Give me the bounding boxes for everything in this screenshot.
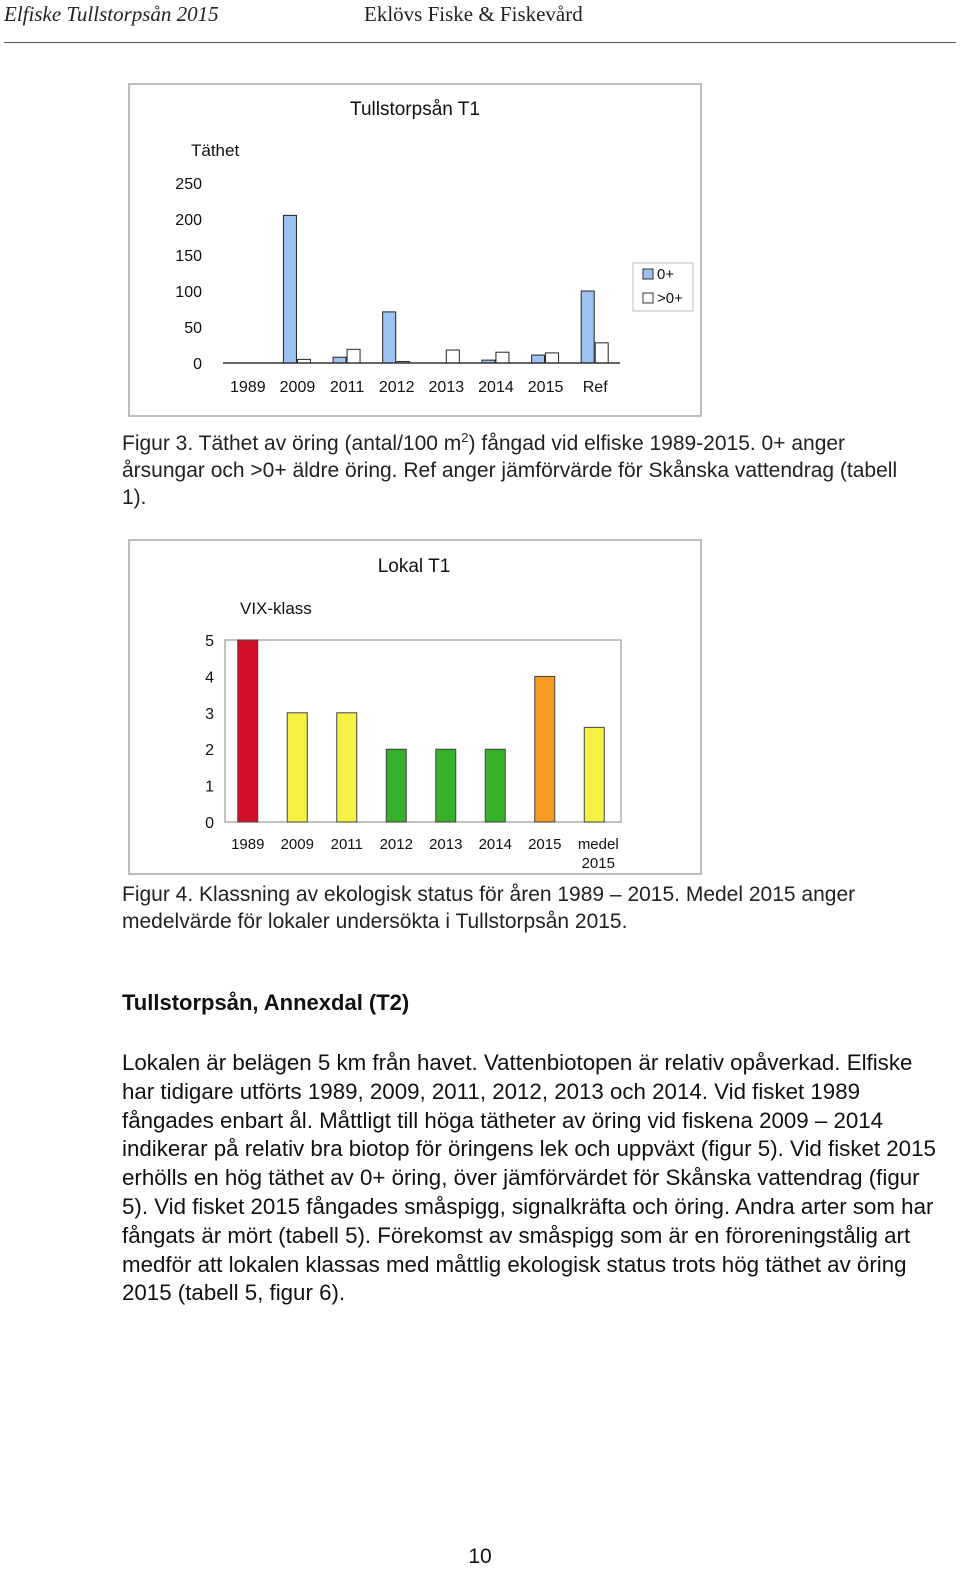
x-tick-label: 2012: [379, 836, 413, 853]
bar-older-2015: [546, 353, 559, 363]
vix-bar-medel-2015: [584, 727, 604, 822]
bar-older-2014: [496, 352, 509, 363]
vix-bar-1989: [238, 640, 258, 822]
figure3-chart: [128, 83, 702, 417]
figure4-chart: [128, 539, 702, 875]
bar-0plus-2011: [333, 357, 346, 363]
x-tick-label: 2011: [330, 836, 363, 853]
y-tick-label: 150: [175, 248, 202, 265]
x-tick-label: 1989: [231, 836, 265, 853]
y-tick-label: 250: [175, 176, 202, 193]
y-axis-label: Täthet: [191, 141, 240, 160]
x-tick-label: 2013: [429, 836, 463, 853]
y-tick-label: 0: [193, 356, 202, 373]
bar-0plus-2009: [283, 215, 296, 363]
section-paragraph: Lokalen är belägen 5 km från havet. Vattenbiotopen är relativ opåverkad. Elfiske har tidigare utförts 1989, 2009, 2011, 2012, 2013 och 2014. Vid fisket 1989 fångades enbart ål. Måttligt till höga tätheter av öring vid fiskena 2009 – 2014 indikerar på relativ bra biotop för öringens lek och uppväxt (figur 5). Vid fisket 2015 erhölls en hög täthet av 0+ öring, över jämförvärdet för Skånska vattendrag (figur 5). Vid fisket 2015 fångades småspigg, signalkräfta och öring. Andra arter som har fångats är mört (tabell 5). Förekomst av småspigg som är en föroreningstålig art medför att lokalen klassas med måttlig ekologisk status trots hög täthet av öring 2015 (tabell 5, figur 6).: [122, 1050, 936, 1306]
y-tick-label: 0: [205, 815, 214, 832]
y-tick-label: 50: [184, 320, 202, 337]
plot-area: [225, 640, 621, 822]
bar-0plus-Ref: [581, 291, 594, 363]
vix-bar-2011: [337, 713, 357, 822]
bar-older-2011: [347, 349, 360, 363]
y-tick-label: 3: [205, 705, 214, 723]
header-right-title: Eklövs Fiske & Fiskevård: [364, 2, 583, 26]
x-tick-label: Ref: [582, 379, 608, 396]
x-tick-label: 2013: [428, 379, 465, 396]
legend-label-older: >0+: [657, 290, 683, 307]
x-tick-label: 2015: [527, 379, 564, 396]
x-tick-label: 2014: [478, 836, 512, 853]
y-tick-label: 100: [175, 284, 202, 301]
figure3-caption-part2: ) fångad vid elfiske 1989-2015. 0+ anger årsungar och >0+ äldre öring. Ref anger jämförvärde för Skånska vattendrag (tabell 1).: [122, 432, 898, 509]
x-tick-label: 2015: [528, 836, 562, 853]
vix-bar-2012: [386, 749, 406, 822]
figure3-caption-sup: 2: [461, 430, 469, 445]
y-tick-label: 1: [205, 778, 214, 796]
vix-bar-2009: [287, 713, 307, 822]
bar-0plus-2015: [532, 355, 545, 363]
vix-bar-2013: [436, 749, 456, 822]
page-number: 10: [468, 1545, 492, 1568]
y-tick-label: 5: [205, 633, 214, 650]
x-tick-label: 2009: [279, 379, 316, 396]
page-header: [0, 0, 960, 46]
x-tick-label: 2014: [478, 379, 514, 396]
vix-bar-2015: [535, 676, 555, 822]
y-tick-label: 4: [205, 669, 214, 687]
legend: [633, 263, 693, 311]
x-tick-label: 1989: [230, 379, 266, 396]
chart-title: Tullstorpsån T1: [350, 99, 480, 120]
bar-older-2013: [446, 350, 459, 363]
x-tick-label: 2015: [581, 855, 615, 872]
figure4-chart-svg: [128, 539, 702, 875]
vix-bar-2014: [485, 749, 505, 822]
figure4-caption: Figur 4. Klassning av ekologisk status för åren 1989 – 2015. Medel 2015 anger medelvärde för lokaler undersökta i Tullstorpsån 2015.: [122, 883, 856, 933]
legend-label-0plus: 0+: [657, 266, 675, 283]
bar-older-Ref: [595, 343, 608, 363]
figure3-caption: [122, 424, 922, 511]
chart-title: Lokal T1: [377, 556, 451, 577]
figure3-caption-part1: Figur 3. Täthet av öring (antal/100 m: [122, 432, 462, 455]
y-axis-label: VIX-klass: [240, 599, 312, 618]
x-tick-label: 2011: [329, 379, 365, 396]
legend-swatch-older: [643, 293, 653, 303]
bar-0plus-2012: [383, 312, 396, 363]
header-rule: [4, 42, 956, 43]
section-title: Tullstorpsån, Annexdal (T2): [122, 990, 410, 1015]
x-tick-label: 2009: [280, 836, 314, 853]
y-tick-label: 2: [205, 742, 214, 760]
x-tick-label: 2012: [378, 379, 415, 396]
legend-swatch-0plus: [643, 269, 653, 279]
header-left-title: Elfiske Tullstorpsån 2015: [4, 2, 219, 26]
chart-border: [129, 84, 701, 416]
figure3-chart-svg: [128, 83, 702, 417]
x-tick-label: medel: [577, 836, 619, 853]
y-tick-label: 200: [175, 212, 202, 229]
